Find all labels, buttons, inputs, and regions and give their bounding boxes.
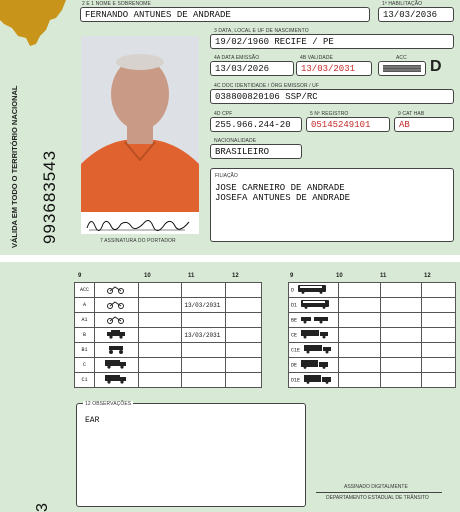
observations-label: 12 OBSERVAÇÕES (85, 401, 132, 407)
category-col-12 (422, 343, 456, 358)
nationality-label: NACIONALIDADE (214, 138, 257, 144)
registry-field: 05145249101 (306, 117, 390, 132)
bus-icon (300, 305, 330, 311)
category-table-left (74, 282, 262, 388)
moped-icon (94, 283, 138, 298)
category-row-b1 (75, 343, 262, 358)
col-header-11-right: 11 (380, 273, 387, 279)
category-col-10 (338, 313, 380, 328)
category-row-c1 (75, 373, 262, 388)
truck-icon (94, 358, 138, 373)
category-col-12 (226, 373, 262, 388)
license-back (0, 262, 460, 512)
category-col-10 (138, 343, 182, 358)
col-header-12: 12 (232, 273, 239, 279)
truck-icon (94, 373, 138, 388)
validity-label: 4B VALIDADE (300, 55, 333, 61)
category-row-de (289, 358, 456, 373)
quad-icon (94, 343, 138, 358)
category-col-11 (380, 298, 422, 313)
nationality-field: BRASILEIRO (210, 144, 302, 159)
category-cell (289, 328, 339, 343)
col-header-11: 11 (188, 273, 195, 279)
acc-box (378, 61, 426, 76)
acc-pattern-icon (379, 62, 425, 75)
document-side-number: 993683543 (40, 149, 59, 244)
category-col-11 (380, 313, 422, 328)
registry-label: 5 Nº REGISTRO (310, 111, 349, 117)
category-row-a1 (75, 313, 262, 328)
category-validity (182, 373, 226, 388)
category-row-a (75, 298, 262, 313)
signature-label: 7 ASSINATURA DO PORTADOR (100, 238, 176, 244)
col-header-12-right: 12 (424, 273, 431, 279)
category-col-10 (338, 373, 380, 388)
category-col-11 (380, 328, 422, 343)
acc-label: ACC (396, 55, 407, 61)
truck-trailer-icon (300, 335, 330, 341)
category-row-acc (75, 283, 262, 298)
father-name: JOSE CARNEIRO DE ANDRADE (215, 183, 345, 193)
mother-name: JOSEFA ANTUNES DE ANDRADE (215, 193, 351, 203)
category-cell (289, 298, 339, 313)
category-code: C (75, 358, 95, 373)
category-col-12 (422, 298, 456, 313)
category-row-d (289, 283, 456, 298)
category-row-ce (289, 328, 456, 343)
truck-trailer-icon (303, 350, 333, 356)
category-col-12 (226, 358, 262, 373)
observations-box (76, 403, 306, 507)
category-col-10 (138, 373, 182, 388)
category-letter: D (430, 58, 442, 75)
category-col-11 (380, 358, 422, 373)
category-code: BE (291, 317, 298, 324)
category-col-10 (138, 358, 182, 373)
category-col-10 (338, 283, 380, 298)
category-row-b (75, 328, 262, 343)
back-side-number: 3 (34, 503, 51, 512)
category-col-12 (422, 373, 456, 388)
category-row-c1e (289, 343, 456, 358)
category-validity (182, 358, 226, 373)
category-col-10 (138, 328, 182, 343)
cat-hab-field: AB (394, 117, 454, 132)
category-validity: 13/03/2031 (182, 328, 226, 343)
bus-trailer-icon (303, 380, 333, 386)
category-code: ACC (75, 283, 95, 298)
category-row-d1e (289, 373, 456, 388)
category-col-11 (380, 283, 422, 298)
category-col-12 (422, 328, 456, 343)
category-code: C1E (291, 347, 301, 354)
category-cell (289, 343, 339, 358)
cpf-field: 255.966.244-20 (210, 117, 302, 132)
category-code: A (75, 298, 95, 313)
category-col-10 (338, 343, 380, 358)
category-code: D (291, 287, 295, 294)
signature-line (316, 492, 442, 493)
digital-signature-text: ASSINADO DIGITALMENTE (344, 484, 408, 490)
category-code: B (75, 328, 95, 343)
name-label: 2 E 1 NOME E SOBRENOME (82, 1, 151, 7)
motorcycle-icon (94, 298, 138, 313)
id-doc-field: 038800820106 SSP/RC (210, 89, 454, 104)
col-header-9-right: 9 (290, 273, 294, 279)
issue-date-label: 4A DATA EMISSÃO (214, 55, 260, 61)
col-header-10-right: 10 (336, 273, 343, 279)
category-code: DE (291, 362, 298, 369)
cpf-label: 4D CPF (214, 111, 233, 117)
category-table-right (288, 282, 456, 388)
bus-trailer-icon (300, 365, 330, 371)
department-text: DEPARTAMENTO ESTADUAL DE TRÂNSITO (326, 495, 429, 501)
signature-area (81, 212, 199, 234)
category-row-d1 (289, 298, 456, 313)
category-col-10 (138, 298, 182, 313)
motorcycle-icon (94, 313, 138, 328)
category-col-12 (226, 328, 262, 343)
filiation-label: FILIAÇÃO (215, 173, 238, 179)
car-icon (94, 328, 138, 343)
category-col-11 (380, 343, 422, 358)
category-col-10 (338, 328, 380, 343)
validity-territory-text: VÁLIDA EM TODO O TERRITÓRIO NACIONAL (10, 85, 19, 248)
category-validity (182, 283, 226, 298)
category-cell (289, 313, 339, 328)
category-code: D1 (291, 302, 298, 309)
category-col-12 (422, 283, 456, 298)
first-license-field: 13/03/2036 (378, 7, 454, 22)
observations-value: EAR (85, 416, 100, 425)
first-license-label: 1ª HABILITAÇÃO (382, 1, 423, 7)
category-col-12 (226, 343, 262, 358)
validity-field: 13/03/2031 (296, 61, 372, 76)
name-field: FERNANDO ANTUNES DE ANDRADE (80, 7, 370, 22)
license-front (0, 0, 460, 255)
col-header-10: 10 (144, 273, 151, 279)
car-trailer-icon (300, 320, 330, 326)
category-col-11 (380, 373, 422, 388)
category-cell (289, 283, 339, 298)
category-row-be (289, 313, 456, 328)
birth-field: 19/02/1960 RECIFE / PE (210, 34, 454, 49)
col-header-9: 9 (78, 273, 82, 279)
category-col-12 (422, 313, 456, 328)
category-row-c (75, 358, 262, 373)
bus-icon (297, 290, 327, 296)
category-validity (182, 343, 226, 358)
category-code: CE (291, 332, 298, 339)
photo-frame (81, 36, 199, 212)
portrait-photo (81, 36, 199, 212)
handwritten-signature (81, 212, 199, 234)
cat-hab-label: 9 CAT HAB (398, 111, 425, 117)
category-code: D1E (291, 377, 301, 384)
brazil-map-icon (0, 0, 70, 48)
category-col-12 (226, 283, 262, 298)
category-col-10 (138, 313, 182, 328)
category-validity: 13/03/2031 (182, 298, 226, 313)
category-code: C1 (75, 373, 95, 388)
category-col-12 (226, 313, 262, 328)
issue-date-field: 13/03/2026 (210, 61, 294, 76)
category-col-12 (226, 298, 262, 313)
category-col-10 (338, 298, 380, 313)
category-cell (289, 373, 339, 388)
filiation-box (210, 168, 454, 242)
category-code: B1 (75, 343, 95, 358)
birth-label: 3 DATA, LOCAL E UF DE NASCIMENTO (214, 28, 309, 34)
category-col-12 (422, 358, 456, 373)
category-col-10 (138, 283, 182, 298)
category-validity (182, 313, 226, 328)
id-doc-label: 4C DOC IDENTIDADE / ÓRG EMISSOR / UF (214, 83, 319, 89)
category-code: A1 (75, 313, 95, 328)
category-col-10 (338, 358, 380, 373)
category-cell (289, 358, 339, 373)
